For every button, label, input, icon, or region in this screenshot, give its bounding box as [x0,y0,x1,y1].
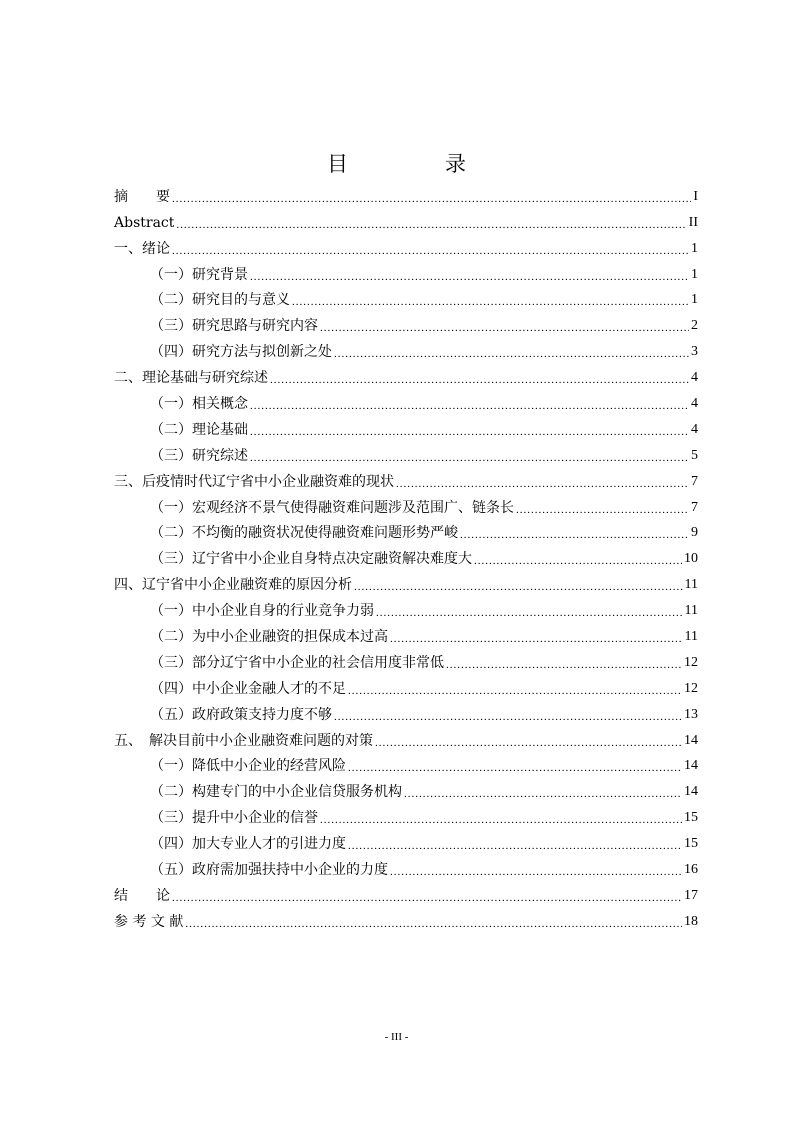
toc-entry[interactable] [114,285,698,311]
toc-entry[interactable] [114,207,698,233]
toc-entry-label: （四）研究方法与拟创新之处 [150,344,332,361]
toc-entry-page: 7 [691,499,698,515]
toc-entry[interactable] [114,336,698,362]
toc-dot-leader [172,191,691,207]
toc-entry-label: Abstract [114,214,175,231]
toc-entry[interactable] [114,802,698,828]
toc-entry[interactable] [114,440,698,466]
toc-entry-label: （一）宏观经济不景气使得融资难问题涉及范围广、链条长 [150,499,514,516]
toc-dot-leader [292,294,689,310]
toc-entry-page: 4 [691,370,698,386]
toc-dot-leader [172,890,682,906]
page-number-footer: - III - [384,1031,409,1043]
toc-entry-page: 14 [684,732,698,748]
toc-dot-leader [396,476,689,492]
toc-dot-leader [390,864,682,880]
toc-dot-leader [404,786,682,802]
toc-entry-page: 4 [691,421,698,437]
toc-entry-page: I [693,188,698,204]
toc-entry[interactable] [114,518,698,544]
toc-entry-label: （一）中小企业自身的行业竞争力弱 [150,603,374,620]
toc-entry-label: 一、绪论 [114,240,170,257]
toc-dot-leader [516,502,689,518]
toc-entry-page: 17 [684,887,698,903]
toc-entry-page: 18 [684,913,698,929]
table-of-contents [114,181,698,932]
toc-entry-page: 1 [691,240,698,256]
toc-entry-label: （三）部分辽宁省中小企业的社会信用度非常低 [150,654,444,671]
toc-entry[interactable] [114,543,698,569]
toc-entry[interactable] [114,388,698,414]
toc-entry-page: 1 [691,266,698,282]
toc-dot-leader [348,760,682,776]
toc-entry-label: （五）政府需加强扶持中小企业的力度 [150,862,388,879]
toc-entry[interactable] [114,414,698,440]
toc-entry[interactable] [114,466,698,492]
toc-entry-label: （一）降低中小企业的经营风险 [150,758,346,775]
toc-entry-page: 15 [684,810,698,826]
toc-entry[interactable] [114,259,698,285]
toc-entry-page: 5 [691,447,698,463]
toc-dot-leader [348,838,682,854]
toc-dot-leader [460,527,689,543]
toc-entry-page: 12 [684,680,698,696]
toc-entry[interactable] [114,233,698,259]
toc-entry-page: 14 [684,784,698,800]
toc-entry-page: 10 [684,551,698,567]
toc-entry-label: 四、辽宁省中小企业融资难的原因分析 [114,577,352,594]
toc-entry-page: 11 [684,629,698,645]
toc-entry-page: 13 [684,706,698,722]
toc-entry[interactable] [114,699,698,725]
toc-dot-leader [250,450,689,466]
toc-entry-label: （五）政府政策支持力度不够 [150,706,332,723]
toc-entry-label: 结 论 [114,887,170,904]
toc-entry[interactable] [114,673,698,699]
toc-entry[interactable] [114,595,698,621]
toc-entry[interactable] [114,569,698,595]
toc-entry-page: 4 [691,396,698,412]
toc-entry-page: 16 [684,862,698,878]
toc-dot-leader [320,812,682,828]
toc-dot-leader [376,605,683,621]
toc-entry[interactable] [114,647,698,673]
toc-dot-leader [250,424,689,440]
toc-dot-leader [172,243,689,259]
toc-dot-leader [320,320,689,336]
toc-dot-leader [348,683,682,699]
toc-entry-label: 三、后疫情时代辽宁省中小企业融资难的现状 [114,473,394,490]
toc-entry[interactable] [114,181,698,207]
toc-dot-leader [185,916,682,932]
toc-entry-label: （三）提升中小企业的信誉 [150,810,318,827]
toc-entry-page: 1 [691,292,698,308]
toc-entry-page: 2 [691,318,698,334]
toc-entry-label: （二）构建专门的中小企业信贷服务机构 [150,784,402,801]
toc-entry-page: 7 [691,473,698,489]
page-title: 目 录 [327,152,504,176]
toc-entry-label: （二）不均衡的融资状况使得融资难问题形势严峻 [150,525,458,542]
toc-entry-label: 摘 要 [114,188,170,205]
toc-dot-leader [474,553,682,569]
toc-entry[interactable] [114,725,698,751]
toc-entry-label: （三）研究思路与研究内容 [150,318,318,335]
toc-entry-page: 15 [684,836,698,852]
toc-entry[interactable] [114,310,698,336]
toc-dot-leader [375,735,682,751]
toc-dot-leader [250,398,689,414]
toc-dot-leader [354,579,683,595]
toc-entry-page: 3 [691,344,698,360]
toc-entry-label: 二、理论基础与研究综述 [114,370,268,387]
toc-dot-leader [250,269,689,285]
toc-dot-leader [390,631,683,647]
toc-entry[interactable] [114,880,698,906]
toc-entry[interactable] [114,492,698,518]
toc-entry-label: （一）相关概念 [150,396,248,413]
toc-entry-label: （四）中小企业金融人才的不足 [150,680,346,697]
toc-entry-page: 14 [684,758,698,774]
toc-entry-label: （三）研究综述 [150,447,248,464]
toc-entry-label: （二）为中小企业融资的担保成本过高 [150,629,388,646]
toc-dot-leader [446,657,682,673]
toc-dot-leader [334,709,682,725]
toc-entry-page: 11 [684,603,698,619]
toc-entry[interactable] [114,906,698,932]
toc-entry-page: II [688,214,698,230]
toc-entry-page: 12 [684,654,698,670]
toc-entry[interactable] [114,854,698,880]
toc-entry-label: （四）加大专业人才的引进力度 [150,836,346,853]
toc-entry[interactable] [114,751,698,777]
toc-entry-page: 11 [684,577,698,593]
toc-dot-leader [176,217,686,233]
toc-entry[interactable] [114,621,698,647]
toc-entry-label: （二）研究目的与意义 [150,292,290,309]
toc-dot-leader [270,372,689,388]
toc-entry-label: （三）辽宁省中小企业自身特点决定融资解决难度大 [150,551,472,568]
toc-entry-page: 9 [691,525,698,541]
toc-entry-label: （二）理论基础 [150,421,248,438]
toc-entry[interactable] [114,362,698,388]
toc-entry[interactable] [114,828,698,854]
toc-entry-label: 五、 解决目前中小企业融资难问题的对策 [114,732,373,749]
toc-entry[interactable] [114,776,698,802]
toc-entry-label: （一）研究背景 [150,266,248,283]
toc-entry-label: 参 考 文 献 [114,913,184,930]
toc-dot-leader [334,346,689,362]
